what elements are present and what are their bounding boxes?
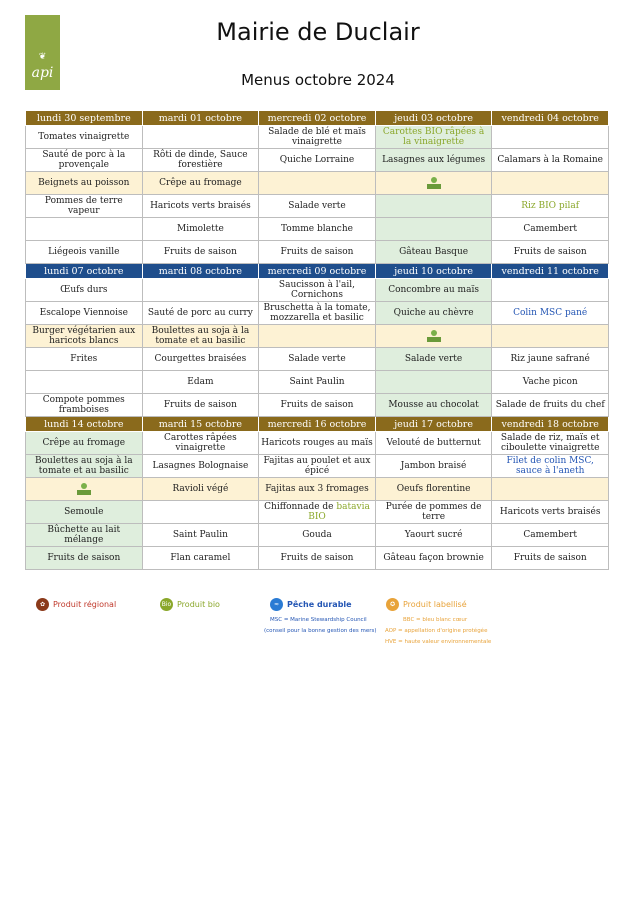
menu-cell: Haricots verts braisés [142,195,259,218]
menu-cell [492,195,609,218]
menu-cell: Semoule [26,501,143,524]
fish-icon: ≈ [270,598,283,611]
table-row [26,371,609,394]
menu-cell [375,371,492,394]
menu-cell [259,325,376,348]
bio-text: Carottes BIO râpées à la vinaigrette [382,127,485,147]
bio-icon: Bio [160,598,173,611]
table-row [26,218,609,241]
menu-cell: Lasagnes Bolognaise [142,455,259,478]
regional-icon: ✿ [36,598,49,611]
menu-cell [375,126,492,149]
day-header: vendredi 18 octobre [492,417,609,432]
menu-cell: Crêpe au fromage [142,172,259,195]
menu-cell: Œufs durs [26,279,143,302]
menu-cell: Boulettes au soja à la tomate et au basilic [142,325,259,348]
day-header: vendredi 11 octobre [492,264,609,279]
menu-cell [259,172,376,195]
menu-cell: Sauté de porc au curry [142,302,259,325]
menu-cell: Tomates vinaigrette [26,126,143,149]
table-row [26,325,609,348]
menu-cell: Carottes râpées vinaigrette [142,432,259,455]
menu-cell: Quiche au chèvre [375,302,492,325]
menu-cell: Gouda [259,524,376,547]
week-3-header [26,417,609,432]
table-row [26,394,609,417]
table-row [26,172,609,195]
menu-cell: Quiche Lorraine [259,149,376,172]
logo-text: api [31,65,54,81]
table-row [26,455,609,478]
menu-cell: Liégeois vanille [26,241,143,264]
menu-cell: Crêpe au fromage [26,432,143,455]
menu-cell: Fruits de saison [259,394,376,417]
menu-cell [492,325,609,348]
day-header: mercredi 09 octobre [259,264,376,279]
menu-cell: Boulettes au soja à la tomate et au basilic [26,455,143,478]
menu-cell: Salade de riz, maïs et ciboulette vinaigrette [492,432,609,455]
menu-cell: Salade verte [259,195,376,218]
menu-cell: Pommes de terre vapeur [26,195,143,218]
menu-cell: Burger végétarien aux haricots blancs [26,325,143,348]
day-header: mardi 08 octobre [142,264,259,279]
menu-cell: Fruits de saison [492,241,609,264]
menu-cell [375,195,492,218]
bio-text: Chiffonnade de batavia BIO [264,502,370,522]
menu-cell [142,279,259,302]
table-row [26,432,609,455]
menu-cell [142,501,259,524]
menu-cell [375,218,492,241]
menu-cell [492,126,609,149]
menu-table [25,110,609,570]
legend-msc-line: MSC = Marine Stewardship Council [270,617,367,623]
day-header: jeudi 17 octobre [375,417,492,432]
legend-msc-note: (conseil pour la bonne gestion des mers) [264,628,377,634]
menu-cell: Edam [142,371,259,394]
menu-cell [492,172,609,195]
menu-cell: Tomme blanche [259,218,376,241]
menu-cell [259,501,376,524]
legend-peche-label: Pêche durable [287,600,352,609]
legend-bio-label: Produit bio [177,600,220,609]
day-header: vendredi 04 octobre [492,111,609,126]
menu-cell: Saint Paulin [142,524,259,547]
menu-cell [26,371,143,394]
table-row [26,279,609,302]
bio-highlight: batavia BIO [308,502,370,522]
menu-cell: Riz jaune safrané [492,348,609,371]
day-header: lundi 07 octobre [26,264,143,279]
legend-hve: HVE = haute valeur environnementale [385,639,492,645]
week-1-header [26,111,609,126]
menu-cell [375,325,492,348]
table-row [26,524,609,547]
menu-cell: Sauté de porc à la provençale [26,149,143,172]
menu-cell: Purée de pommes de terre [375,501,492,524]
menu-cell: Rôti de dinde, Sauce forestière [142,149,259,172]
week-2-header [26,264,609,279]
table-row [26,302,609,325]
menu-cell: Saint Paulin [259,371,376,394]
menu-cell [375,172,492,195]
day-header: mardi 15 octobre [142,417,259,432]
menu-cell [142,126,259,149]
menu-cell: Fajitas au poulet et aux épicé [259,455,376,478]
menu-cell [492,478,609,501]
menu-cell [492,279,609,302]
menu-cell: Salade verte [259,348,376,371]
menu-cell: Mousse au chocolat [375,394,492,417]
menu-cell: Fruits de saison [26,547,143,570]
vege-menu-icon [425,176,443,190]
menu-cell: Camembert [492,524,609,547]
legend-regional-label: Produit régional [53,600,117,609]
vege-menu-icon [425,329,443,343]
legend-aop: AOP = appellation d'origine protégée [385,628,488,634]
day-header: jeudi 03 octobre [375,111,492,126]
legend-bbc: BBC = bleu blanc cœur [403,617,468,623]
menu-cell: Frites [26,348,143,371]
table-row [26,501,609,524]
table-row [26,149,609,172]
vege-menu-icon [75,482,93,496]
table-row [26,241,609,264]
menu-cell: Salade verte [375,348,492,371]
menu-cell: Vache picon [492,371,609,394]
day-header: jeudi 10 octobre [375,264,492,279]
menu-cell: Haricots rouges au maïs [259,432,376,455]
menu-cell: Fruits de saison [259,547,376,570]
menu-cell: Bruschetta à la tomate, mozzarella et basilic [259,302,376,325]
menu-cell: Fruits de saison [142,241,259,264]
menu-cell: Salade de fruits du chef [492,394,609,417]
day-header: lundi 14 octobre [26,417,143,432]
menu-cell: Haricots verts braisés [492,501,609,524]
day-header: lundi 30 septembre [26,111,143,126]
menu-cell: Fruits de saison [142,394,259,417]
day-header: mardi 01 octobre [142,111,259,126]
menu-cell: Fruits de saison [492,547,609,570]
menu-cell: Fruits de saison [259,241,376,264]
menu-cell: Jambon braisé [375,455,492,478]
msc-text: Filet de colin MSC, sauce à l'aneth [506,456,594,476]
day-header: mercredi 02 octobre [259,111,376,126]
menu-cell [26,478,143,501]
menu-cell: Velouté de butternut [375,432,492,455]
legend-regional [36,598,116,611]
menu-cell: Courgettes braisées [142,348,259,371]
menu-cell: Ravioli végé [142,478,259,501]
menu-cell: Mimolette [142,218,259,241]
menu-cell: Fajitas aux 3 fromages [259,478,376,501]
menu-cell: Concombre au maïs [375,279,492,302]
menu-cell [26,218,143,241]
leaf-icon: ❦ [38,52,47,62]
legend-peche [270,598,352,611]
menu-cell: Yaourt sucré [375,524,492,547]
page-subtitle: Menus octobre 2024 [241,71,395,89]
menu-cell: Gâteau Basque [375,241,492,264]
bio-text: Riz BIO pilaf [521,201,580,211]
table-row [26,126,609,149]
menu-cell: Compote pommes framboises [26,394,143,417]
page-title: Mairie de Duclair [216,18,420,46]
menu-cell: Saucisson à l'ail, Cornichons [259,279,376,302]
msc-text: Colin MSC pané [513,308,588,318]
menu-cell: Camembert [492,218,609,241]
menu-cell: Lasagnes aux légumes [375,149,492,172]
label-badge-icon: ✪ [386,598,399,611]
menu-cell: Beignets au poisson [26,172,143,195]
table-row [26,195,609,218]
menu-cell: Escalope Viennoise [26,302,143,325]
menu-cell: Gâteau façon brownie [375,547,492,570]
menu-cell: Bûchette au lait mélange [26,524,143,547]
table-row [26,547,609,570]
menu-cell [492,302,609,325]
menu-cell: Oeufs florentine [375,478,492,501]
day-header: mercredi 16 octobre [259,417,376,432]
table-row [26,478,609,501]
legend-label-label: Produit labellisé [403,600,467,609]
legend-bio [160,598,220,611]
menu-cell: Salade de blé et maïs vinaigrette [259,126,376,149]
menu-cell: Calamars à la Romaine [492,149,609,172]
menu-cell: Flan caramel [142,547,259,570]
legend-label [386,598,467,611]
table-row [26,348,609,371]
menu-cell [492,455,609,478]
